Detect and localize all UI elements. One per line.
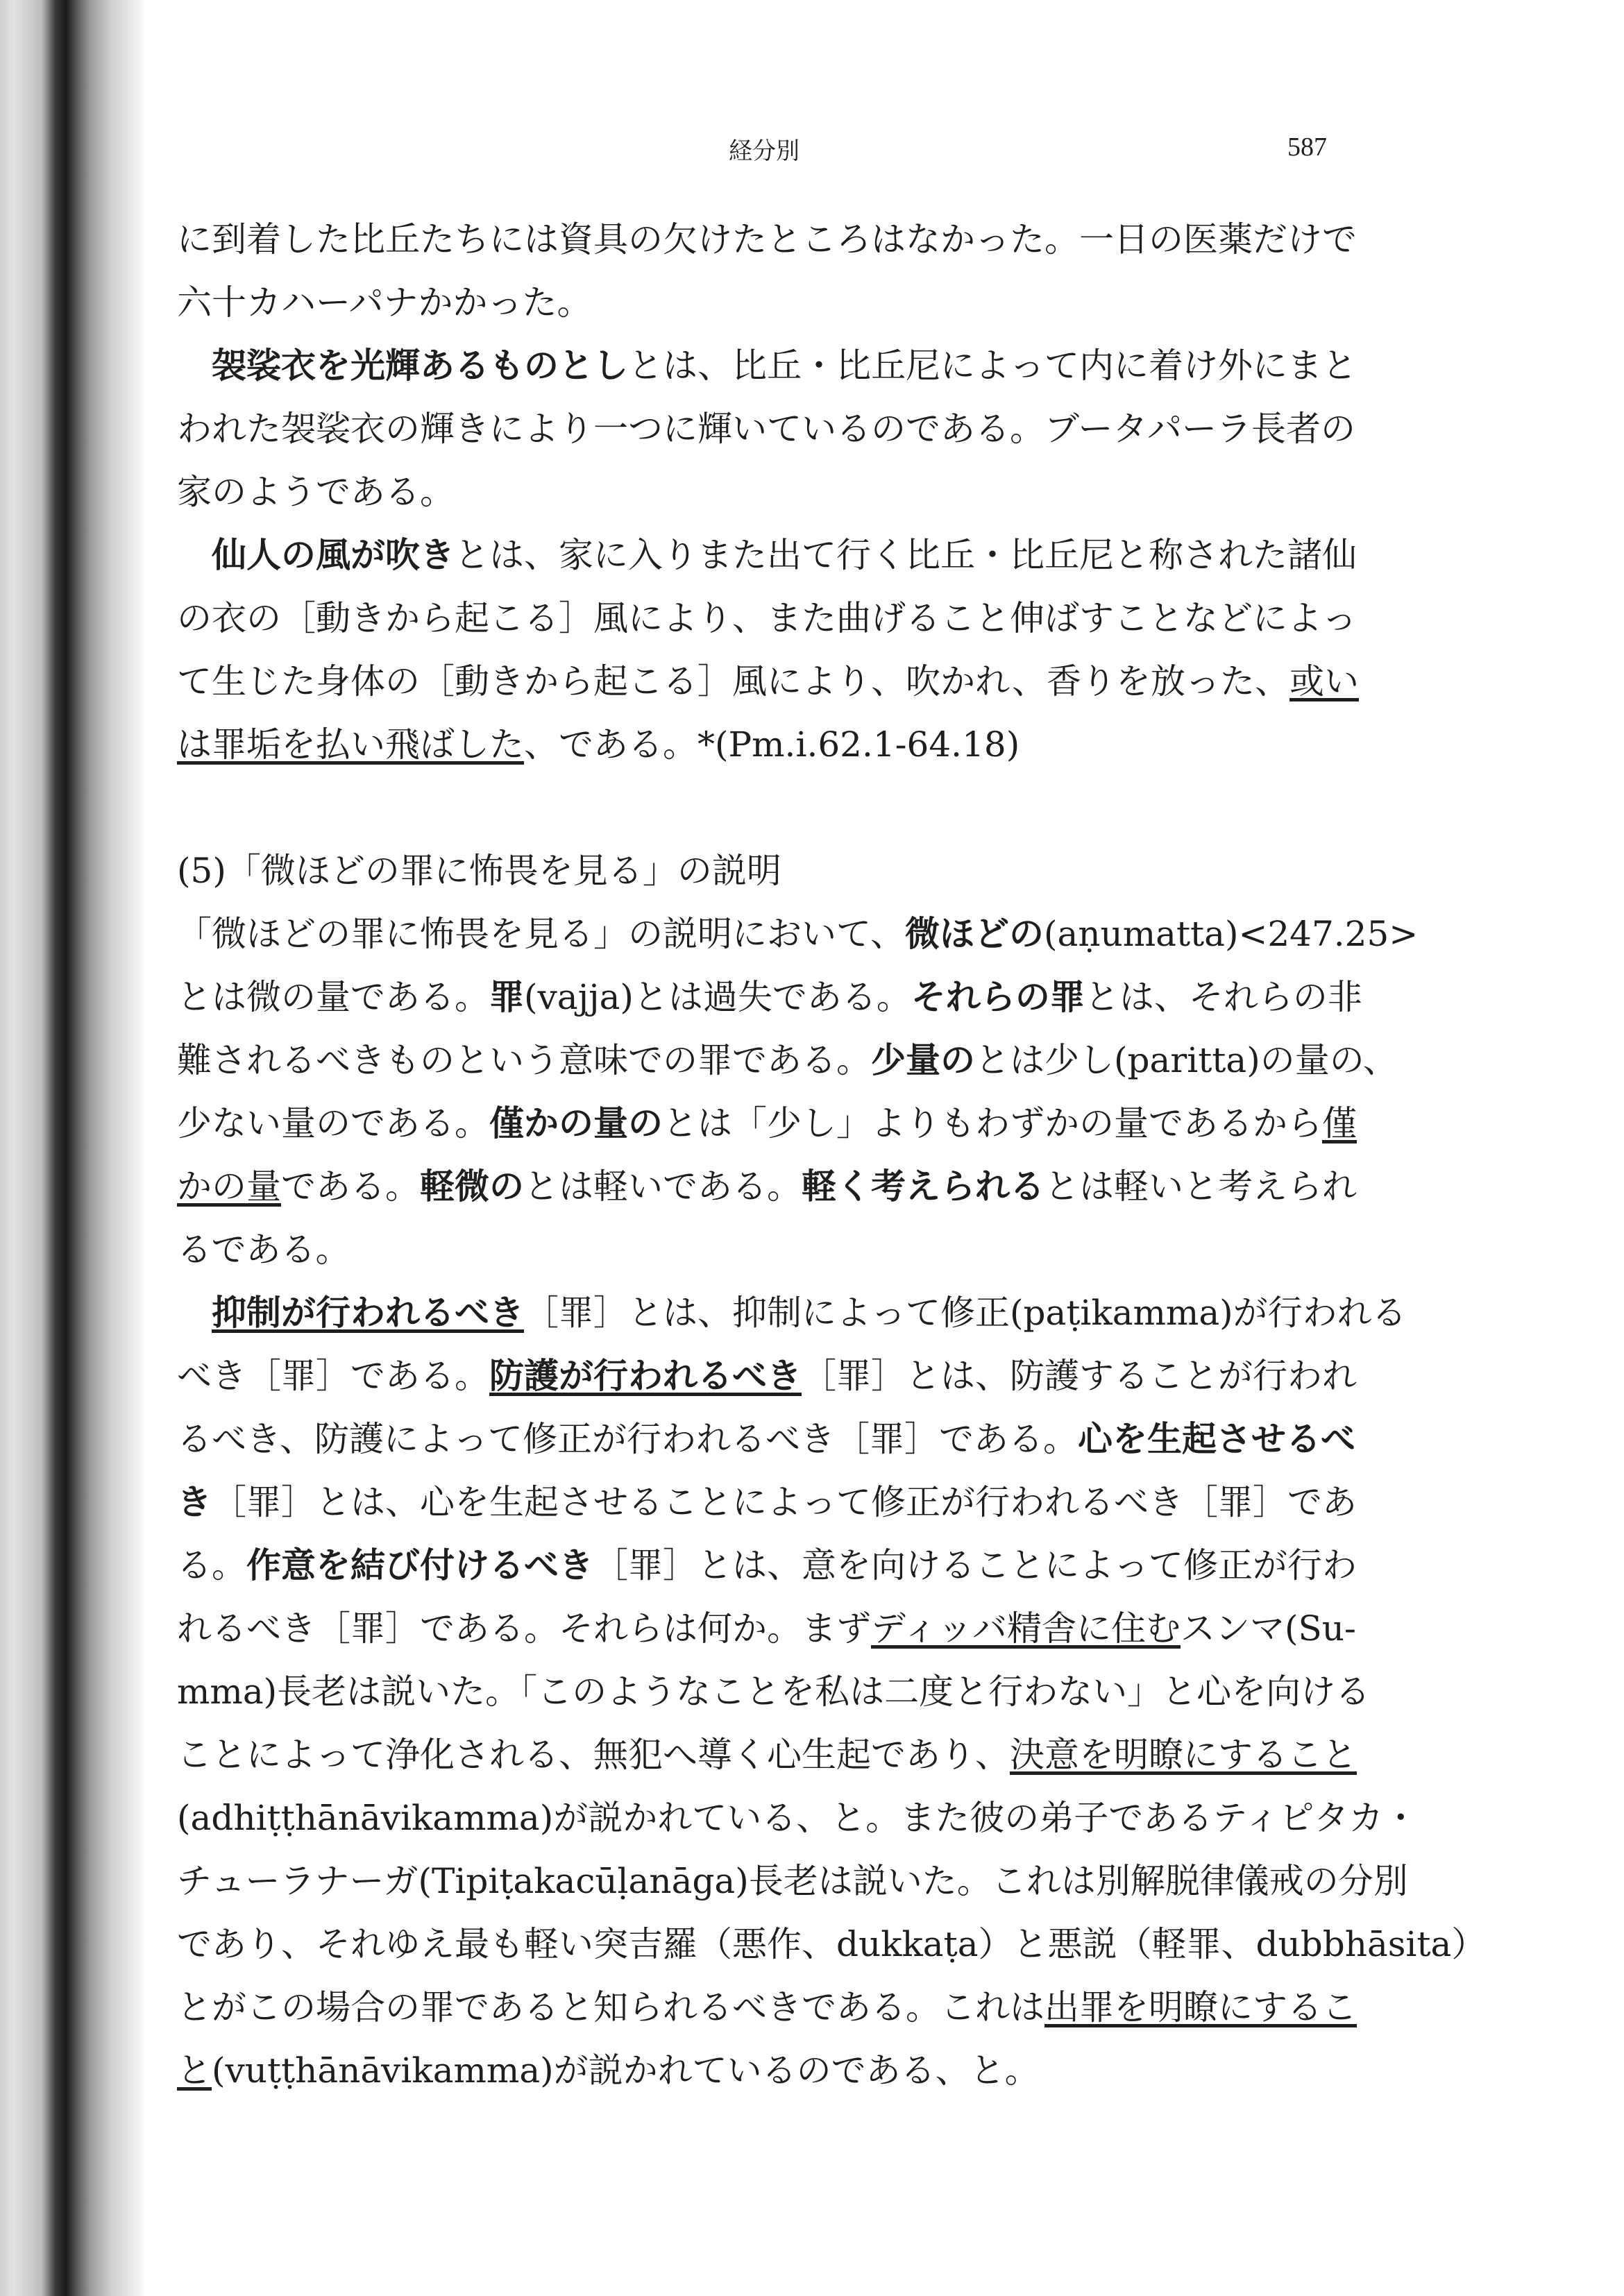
bold-term: 微ほどの	[905, 914, 1044, 954]
text-segment: とは、比丘・比丘尼によって内に着け外にまと	[628, 346, 1357, 386]
text-line	[177, 713, 1371, 776]
underlined-text: かの量	[177, 1166, 281, 1207]
text-segment: とは、家に入りまた出て行く比丘・比丘尼と称された諸仙	[455, 535, 1357, 575]
text-segment	[177, 1293, 212, 1333]
text-segment: mma)長老は説いた。「このようなことを私は二度と行わない」と心を向ける	[177, 1672, 1371, 1712]
text-segment: スンマ(Su-	[1181, 1608, 1356, 1649]
text-segment: に到着した比丘たちには資具の欠けたところはなかった。一日の医薬だけで	[177, 219, 1357, 260]
text-line	[177, 461, 1371, 524]
text-line	[177, 1534, 1371, 1597]
text-line	[177, 1155, 1371, 1218]
bold-term: 抑制が行われるべき	[212, 1293, 524, 1333]
underlined-text: 僅	[1322, 1103, 1357, 1143]
text-segment: (adhiṭṭhānāvikamma)が説かれている、と。また彼の弟子であるティピタカ・	[177, 1798, 1419, 1838]
text-segment: とは「少し」よりもわずかの量であるから	[663, 1103, 1322, 1143]
body-text	[177, 208, 1487, 2102]
bold-term: 心を生起させるべ	[1078, 1419, 1355, 1459]
text-segment: (5)「微ほどの罪に怖畏を見る」の説明	[177, 851, 781, 891]
text-line	[177, 1850, 1408, 1913]
blank-line	[177, 776, 1371, 840]
text-segment: の衣の［動きから起こる］風により、また曲げること伸ばすことなどによっ	[177, 598, 1357, 638]
underlined-text: 出罪を明瞭にするこ	[1044, 1987, 1357, 2027]
text-segment: 家のようである。	[177, 472, 455, 512]
text-segment: るである。	[177, 1230, 350, 1270]
bold-term: 僅かの量の	[489, 1103, 663, 1143]
text-segment: とは、それらの非	[1084, 977, 1362, 1017]
text-line	[177, 1092, 1371, 1155]
text-line	[177, 903, 1419, 966]
text-segment	[177, 346, 212, 386]
text-line	[177, 2039, 1371, 2102]
underlined-text: ディッバ精舎に住む	[871, 1608, 1181, 1649]
text-segment: 少ない量のである。	[177, 1103, 489, 1143]
text-segment: チューラナーガ(Tipiṭakacūḷanāga)長老は説いた。これは別解脱律儀戒の分別	[177, 1861, 1408, 1901]
text-segment: (aṇumatta)<247.25>	[1044, 914, 1419, 954]
text-line	[177, 1471, 1371, 1534]
text-segment: (vajja)とは過失である。	[524, 977, 911, 1017]
bold-term: 仙人の風が吹き	[212, 535, 455, 575]
text-line	[177, 1787, 1419, 1850]
text-segment: べき［罪］である。	[177, 1356, 489, 1396]
text-segment: 、である。*(Pm.i.62.1-64.18)	[524, 724, 1020, 765]
text-line	[177, 840, 1371, 903]
text-segment: (vuṭṭhānāvikamma)が説かれているのである、と。	[212, 2050, 1040, 2091]
underlined-text: 決意を明瞭にすること	[1010, 1735, 1357, 1775]
text-line	[177, 587, 1371, 650]
text-segment: とは軽いと考えられ	[1044, 1166, 1357, 1207]
text-segment: ［罪］とは、抑制によって修正(paṭikamma)が行われる	[524, 1293, 1407, 1333]
text-segment: 難されるべきものという意味での罪である。	[177, 1040, 871, 1080]
bold-term: 作意を結び付けるべき	[246, 1545, 593, 1585]
text-segment: われた袈裟衣の輝きにより一つに輝いているのである。ブータパーラ長者の	[177, 409, 1355, 449]
text-line	[177, 1218, 1371, 1282]
bold-term: 少量の	[871, 1040, 975, 1080]
text-segment: 「微ほどの罪に怖畏を見る」の説明において、	[177, 914, 905, 954]
running-title: 経分別	[729, 137, 800, 165]
bold-term: 軽微の	[420, 1166, 524, 1207]
text-line	[177, 271, 1371, 334]
page-header	[0, 132, 1624, 173]
text-line	[177, 1029, 1398, 1092]
text-line	[177, 398, 1371, 461]
text-line	[177, 208, 1371, 271]
text-segment: ことによって浄化される、無犯へ導く心生起であり、	[177, 1735, 1010, 1775]
bold-term: それらの罪	[911, 977, 1085, 1017]
bold-term: き	[177, 1482, 212, 1522]
text-line	[177, 1660, 1371, 1724]
text-line	[177, 966, 1371, 1029]
text-line	[177, 1913, 1487, 1976]
text-segment: とは微の量である。	[177, 977, 489, 1017]
text-line	[177, 650, 1371, 713]
text-segment: る。	[177, 1545, 246, 1585]
underlined-text: 或い	[1289, 661, 1359, 701]
bold-term: 袈裟衣を光輝あるものとし	[212, 346, 628, 386]
underlined-text: と	[177, 2050, 212, 2091]
text-line	[177, 1976, 1371, 2039]
text-segment: ［罪］とは、意を向けることによって修正が行わ	[593, 1545, 1357, 1585]
text-segment: 六十カハーパナかかった。	[177, 282, 592, 323]
text-segment	[177, 535, 212, 575]
text-line	[177, 524, 1371, 587]
text-segment: れるべき［罪］である。それらは何か。まず	[177, 1608, 871, 1649]
text-segment: である。	[281, 1166, 420, 1207]
text-line	[177, 1345, 1371, 1408]
text-line	[177, 1724, 1371, 1787]
text-segment: て生じた身体の［動きから起こる］風により、吹かれ、香りを放った、	[177, 661, 1289, 701]
bold-term: 軽く考えられる	[802, 1166, 1044, 1207]
text-segment: ［罪］とは、心を生起させることによって修正が行われるべき［罪］であ	[212, 1482, 1357, 1522]
text-segment: とは軽いである。	[524, 1166, 802, 1207]
page-number: 587	[1287, 133, 1327, 162]
text-segment: るべき、防護によって修正が行われるべき［罪］である。	[177, 1419, 1078, 1459]
text-line	[177, 1282, 1407, 1345]
text-segment: であり、それゆえ最も軽い突吉羅（悪作、dukkaṭa）と悪説（軽罪、dubbhāsita）	[177, 1924, 1487, 1964]
text-line	[177, 334, 1371, 398]
bold-term: 罪	[489, 977, 524, 1017]
underlined-text: は罪垢を払い飛ばした	[177, 724, 524, 765]
book-spine-shadow	[0, 0, 146, 2296]
text-segment: とがこの場合の罪であると知られるべきである。これは	[177, 1987, 1044, 2027]
text-line	[177, 1408, 1371, 1471]
text-segment: とは少し(paritta)の量の、	[975, 1040, 1398, 1080]
text-segment: ［罪］とは、防護することが行われ	[802, 1356, 1357, 1396]
bold-term: 防護が行われるべき	[489, 1356, 802, 1396]
text-line	[177, 1597, 1371, 1660]
